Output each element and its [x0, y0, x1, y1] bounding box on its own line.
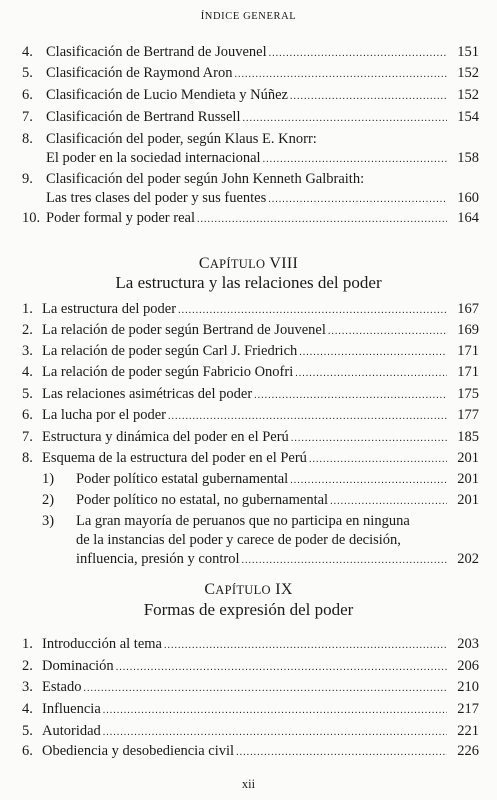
entry-title: Estado: [42, 679, 82, 695]
dot-leader: [178, 300, 447, 320]
entry-body: [76, 470, 447, 490]
entry-title: La relación de poder según Bertrand de Jouvenel: [42, 322, 326, 338]
entry-page-number: 203: [457, 636, 479, 652]
entry-page-number: 154: [457, 109, 479, 125]
entry-title: La gran mayoría de peruanos que no participa en ninguna: [76, 513, 410, 529]
chapter-label-word: APÍTULO: [215, 583, 271, 597]
entry-number: 8.: [22, 450, 33, 466]
entry-page-number: 171: [457, 364, 479, 380]
entry-title: El poder en la sociedad internacional: [46, 150, 261, 166]
entry-title: Clasificación de Bertrand de Jouvenel: [46, 44, 267, 60]
entry-body: [42, 657, 447, 677]
entry-number: 4.: [22, 44, 33, 60]
entry-text-line: [42, 300, 447, 320]
entry-number: 7.: [22, 109, 33, 125]
entry-title: Influencia: [42, 701, 101, 717]
dot-leader: [103, 722, 447, 742]
chapter-label-number: IX: [275, 581, 293, 598]
chapter-label-initial: C: [198, 255, 210, 272]
dot-leader: [234, 64, 447, 84]
dot-leader: [241, 550, 447, 570]
entry-text-line: [46, 43, 447, 63]
dot-leader: [269, 43, 447, 63]
entry-text-line: [46, 108, 447, 128]
entry-page-number: 201: [457, 450, 479, 466]
entry-body: [76, 512, 447, 570]
entry-number: 6.: [22, 87, 33, 103]
entry-title: La relación de poder según Carl J. Friedrich: [42, 343, 298, 359]
entry-text-line: [42, 363, 447, 383]
entry-title: de la instancias del poder y carece de poder de decisión,: [76, 532, 401, 548]
dot-leader: [254, 385, 447, 405]
entry-text-line: [42, 678, 447, 698]
dot-leader: [291, 428, 447, 448]
entry-page-number: 175: [457, 386, 479, 402]
chapter-label-number: VIII: [269, 255, 299, 272]
entry-page-number: 210: [457, 679, 479, 695]
entry-body: [42, 342, 447, 362]
entry-number: 3.: [22, 679, 33, 695]
dot-leader: [236, 742, 447, 762]
entry-body: [46, 170, 447, 209]
entry-body: [42, 449, 447, 469]
entry-title: La lucha por el poder: [42, 407, 167, 423]
dot-leader: [290, 86, 447, 106]
entry-number: 6.: [22, 407, 33, 423]
entry-title: Introducción al tema: [42, 636, 162, 652]
entry-title: Clasificación del poder, según Klaus E. Knorr:: [46, 131, 317, 147]
entry-page-number: 164: [457, 210, 479, 226]
entry-number: 2): [42, 492, 55, 508]
entry-number: 4.: [22, 364, 33, 380]
entry-number: 5.: [22, 65, 33, 81]
entry-title: Autoridad: [42, 723, 101, 739]
entry-page-number: 152: [457, 87, 479, 103]
entry-number: 10.: [22, 210, 41, 226]
dot-leader: [197, 209, 447, 229]
entry-body: [42, 722, 447, 742]
entry-page-number: 206: [457, 658, 479, 674]
entry-title: Obediencia y desobediencia civil: [42, 743, 235, 759]
entry-title: influencia, presión y control: [76, 551, 240, 567]
entry-title: Estructura y dinámica del poder en el Perú: [42, 429, 289, 445]
entry-text-line: [42, 657, 447, 677]
entry-text-line: [42, 700, 447, 720]
entry-title: Las relaciones asimétricas del poder: [42, 386, 253, 402]
entry-body: [42, 742, 447, 762]
chapter-label-initial: C: [204, 581, 216, 598]
dot-leader: [309, 449, 447, 469]
dot-leader: [328, 321, 447, 341]
entry-page-number: 151: [457, 44, 479, 60]
entry-text-line: [42, 742, 447, 762]
dot-leader: [299, 342, 447, 362]
entry-page-number: 185: [457, 429, 479, 445]
entry-text-line: [46, 149, 447, 169]
entry-text-line: [46, 86, 447, 106]
entry-title: Clasificación del poder según John Kenneth Galbraith:: [46, 171, 365, 187]
entry-number: 2.: [22, 658, 33, 674]
entry-body: [76, 491, 447, 511]
chapter-ix-label: [0, 581, 497, 599]
entry-title: Poder político no estatal, no gubernamental: [76, 492, 329, 508]
entry-title: Poder formal y poder real: [46, 210, 195, 226]
entry-text-line: [42, 321, 447, 341]
entry-body: [46, 130, 447, 169]
entry-body: [42, 700, 447, 720]
entry-body: [42, 635, 447, 655]
entry-number: 8.: [22, 131, 33, 147]
dot-leader: [268, 189, 447, 209]
entry-body: [42, 363, 447, 383]
entry-body: [46, 209, 447, 229]
entry-title: Poder político estatal gubernamental: [76, 471, 289, 487]
entry-text-line: [42, 406, 447, 426]
dot-leader: [263, 149, 447, 169]
entry-body: [42, 678, 447, 698]
entry-text-line: [42, 428, 447, 448]
entry-body: [46, 64, 447, 84]
entry-number: 3): [42, 513, 55, 529]
entry-body: [46, 43, 447, 63]
entry-number: 1): [42, 471, 55, 487]
entry-text-line: [46, 130, 447, 149]
dot-leader: [83, 678, 447, 698]
entry-title: Dominación: [42, 658, 114, 674]
entry-page-number: 201: [457, 492, 479, 508]
entry-text-line: [42, 449, 447, 469]
entry-page-number: 171: [457, 343, 479, 359]
entry-title: Las tres clases del poder y sus fuentes: [46, 190, 267, 206]
running-head: ÍNDICE GENERAL: [200, 11, 297, 22]
entry-text-line: [76, 491, 447, 511]
entry-page-number: 177: [457, 407, 479, 423]
entry-title: Clasificación de Raymond Aron: [46, 65, 233, 81]
entry-text-line: [46, 189, 447, 209]
entry-text-line: [42, 342, 447, 362]
entry-number: 9.: [22, 171, 33, 187]
entry-title: La relación de poder según Fabricio Onofri: [42, 364, 294, 380]
entry-page-number: 169: [457, 322, 479, 338]
entry-body: [42, 385, 447, 405]
entry-number: 6.: [22, 743, 33, 759]
entry-page-number: 221: [457, 723, 479, 739]
dot-leader: [103, 700, 447, 720]
entry-body: [46, 86, 447, 106]
entry-page-number: 217: [457, 701, 479, 717]
entry-text-line: [46, 64, 447, 84]
entry-text-line: [76, 550, 447, 570]
entry-number: 5.: [22, 386, 33, 402]
entry-title: La estructura del poder: [42, 301, 177, 317]
entry-text-line: [42, 722, 447, 742]
entry-page-number: 158: [457, 150, 479, 166]
dot-leader: [330, 491, 447, 511]
entry-text-line: [46, 209, 447, 229]
entry-text-line: [76, 470, 447, 490]
entry-body: [42, 300, 447, 320]
entry-page-number: 160: [457, 190, 479, 206]
entry-title: Clasificación de Lucio Mendieta y Núñez: [46, 87, 288, 103]
chapter-label-word: APÍTULO: [209, 257, 266, 271]
entry-body: [46, 108, 447, 128]
entry-body: [42, 428, 447, 448]
entry-body: [42, 406, 447, 426]
dot-leader: [168, 406, 447, 426]
chapter-viii-title: La estructura y las relaciones del poder: [115, 273, 382, 292]
entry-title: Esquema de la estructura del poder en el Perú: [42, 450, 307, 466]
entry-body: [42, 321, 447, 341]
entry-page-number: 167: [457, 301, 479, 317]
dot-leader: [164, 635, 447, 655]
entry-number: 7.: [22, 429, 33, 445]
dot-leader: [243, 108, 448, 128]
entry-number: 1.: [22, 301, 33, 317]
entry-text-line: [46, 170, 447, 189]
entry-page-number: 202: [457, 551, 479, 567]
chapter-ix-title: Formas de expresión del poder: [143, 600, 354, 619]
entry-text-line: [42, 385, 447, 405]
entry-number: 5.: [22, 723, 33, 739]
entry-title: Clasificación de Bertrand Russell: [46, 109, 241, 125]
chapter-viii-label: [0, 255, 497, 273]
entry-page-number: 226: [457, 743, 479, 759]
dot-leader: [116, 657, 447, 677]
page-number: xii: [241, 777, 256, 791]
entry-number: 1.: [22, 636, 33, 652]
entry-text-line: [76, 531, 447, 550]
entry-page-number: 152: [457, 65, 479, 81]
entry-text-line: [76, 512, 447, 531]
dot-leader: [290, 470, 447, 490]
dot-leader: [295, 363, 447, 383]
entry-number: 2.: [22, 322, 33, 338]
entry-number: 3.: [22, 343, 33, 359]
entry-text-line: [42, 635, 447, 655]
entry-page-number: 201: [457, 471, 479, 487]
entry-number: 4.: [22, 701, 33, 717]
